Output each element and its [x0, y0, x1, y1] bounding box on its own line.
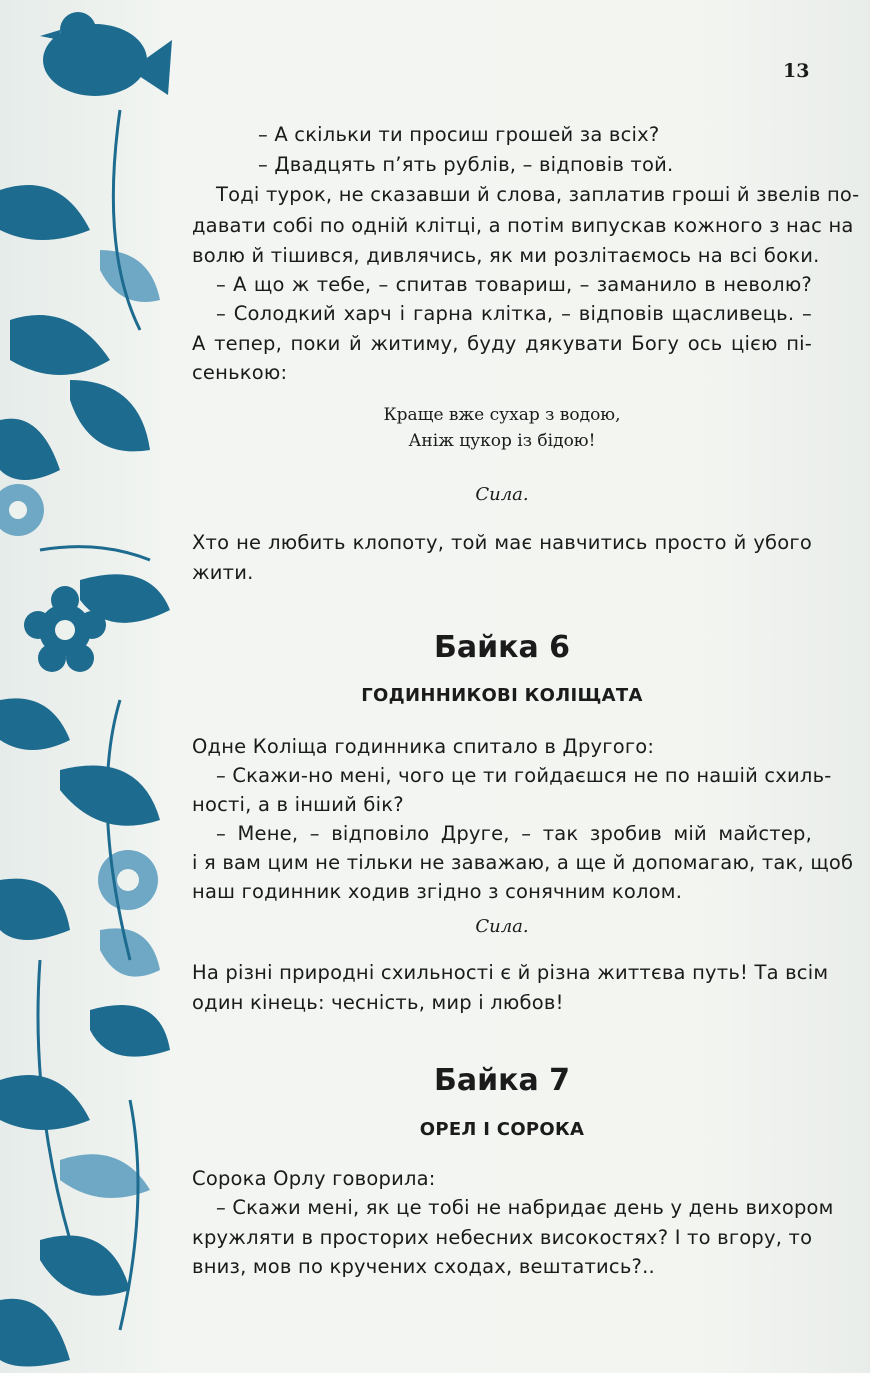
- text-line: вниз, мов по кручених сходах, вештатись?..: [192, 1255, 655, 1278]
- text-line: і я вам цим не тільки не заважаю, а ще й допомагаю, так, щоб: [192, 851, 854, 874]
- leaf-icon: [60, 766, 160, 826]
- text-line: наш годинник ходив згідно з сонячним колом.: [192, 880, 683, 903]
- moral-text: На різні природні схильності є й різна життєва путь! Та всім: [192, 961, 829, 984]
- vine-stem: [107, 700, 130, 960]
- leaf-icon: [100, 928, 160, 976]
- leaf-icon: [70, 380, 150, 451]
- poem-line: Аніж цукор із бідою!: [408, 431, 596, 451]
- text-line: – Скажи-но мені, чого це ти гойдаєшся не по нашій схиль-: [216, 764, 832, 787]
- text-line: кружляти в просторих небесних високостях? І то вгору, то: [192, 1226, 813, 1249]
- moral-text: жити.: [192, 561, 254, 584]
- fable-title: Байка 6: [433, 630, 571, 665]
- leaf-icon: [0, 879, 70, 940]
- text-line: А тепер, поки й житиму, буду дякувати Богу ось цією пі-: [192, 332, 812, 355]
- text-line: Одне Коліща годинника спитало в Другого:: [192, 735, 655, 758]
- text-line: – Мене, – відповіло Друге, – так зробив мій майстер,: [216, 822, 812, 845]
- text-line: ності, а в інший бік?: [192, 793, 404, 816]
- text-line: – Солодкий харч і гарна клітка, – відповів щасливець. –: [216, 302, 812, 325]
- moral-label: Сила.: [475, 484, 529, 505]
- text-line: – А що ж тебе, – спитав товариш, – заманило в неволю?: [216, 273, 812, 296]
- vine-stem: [120, 1100, 138, 1330]
- fable-title: Байка 7: [433, 1063, 571, 1098]
- text-line: волю й тішився, дивлячись, як ми розлітаємось на всі боки.: [192, 244, 820, 267]
- poem-line: Краще вже сухар з водою,: [383, 405, 621, 425]
- text-line: – Двадцять п’ять рублів, – відповів той.: [258, 153, 674, 176]
- moral-label: Сила.: [475, 916, 529, 937]
- leaf-icon: [10, 315, 110, 375]
- leaf-icon: [90, 1005, 170, 1057]
- text-line: – А скільки ти просиш грошей за всіх?: [258, 123, 660, 146]
- fable-subtitle: ГОДИННИКОВІ КОЛІЩАТА: [361, 685, 643, 706]
- leaf-icon: [40, 1236, 130, 1296]
- leaf-icon: [0, 419, 60, 480]
- text-line: Тоді турок, не сказавши й слова, заплатив гроші й звелів по-: [216, 183, 860, 206]
- text-line: Сорока Орлу говорила:: [192, 1167, 436, 1190]
- text-line: сенькою:: [192, 361, 288, 384]
- fable-subtitle: ОРЕЛ І СОРОКА: [419, 1119, 585, 1140]
- bird-icon: [40, 12, 172, 96]
- leaf-icon: [100, 250, 160, 302]
- text-line: – Скажи мені, як це тобі не набридає день у день вихором: [216, 1196, 834, 1219]
- leaf-icon: [0, 185, 90, 240]
- page-number: 13: [783, 60, 810, 82]
- moral-text: Хто не любить клопоту, той має навчитись просто й убого: [192, 531, 812, 554]
- leaf-icon: [0, 1299, 70, 1367]
- moral-text: один кінець: чесність, мир і любов!: [192, 991, 564, 1014]
- leaf-icon: [0, 698, 70, 750]
- vine-stem: [40, 547, 150, 560]
- folk-ornament-illustration: [0, 0, 175, 1373]
- text-line: давати собі по одній клітці, а потім випускав кожного з нас на: [192, 214, 854, 237]
